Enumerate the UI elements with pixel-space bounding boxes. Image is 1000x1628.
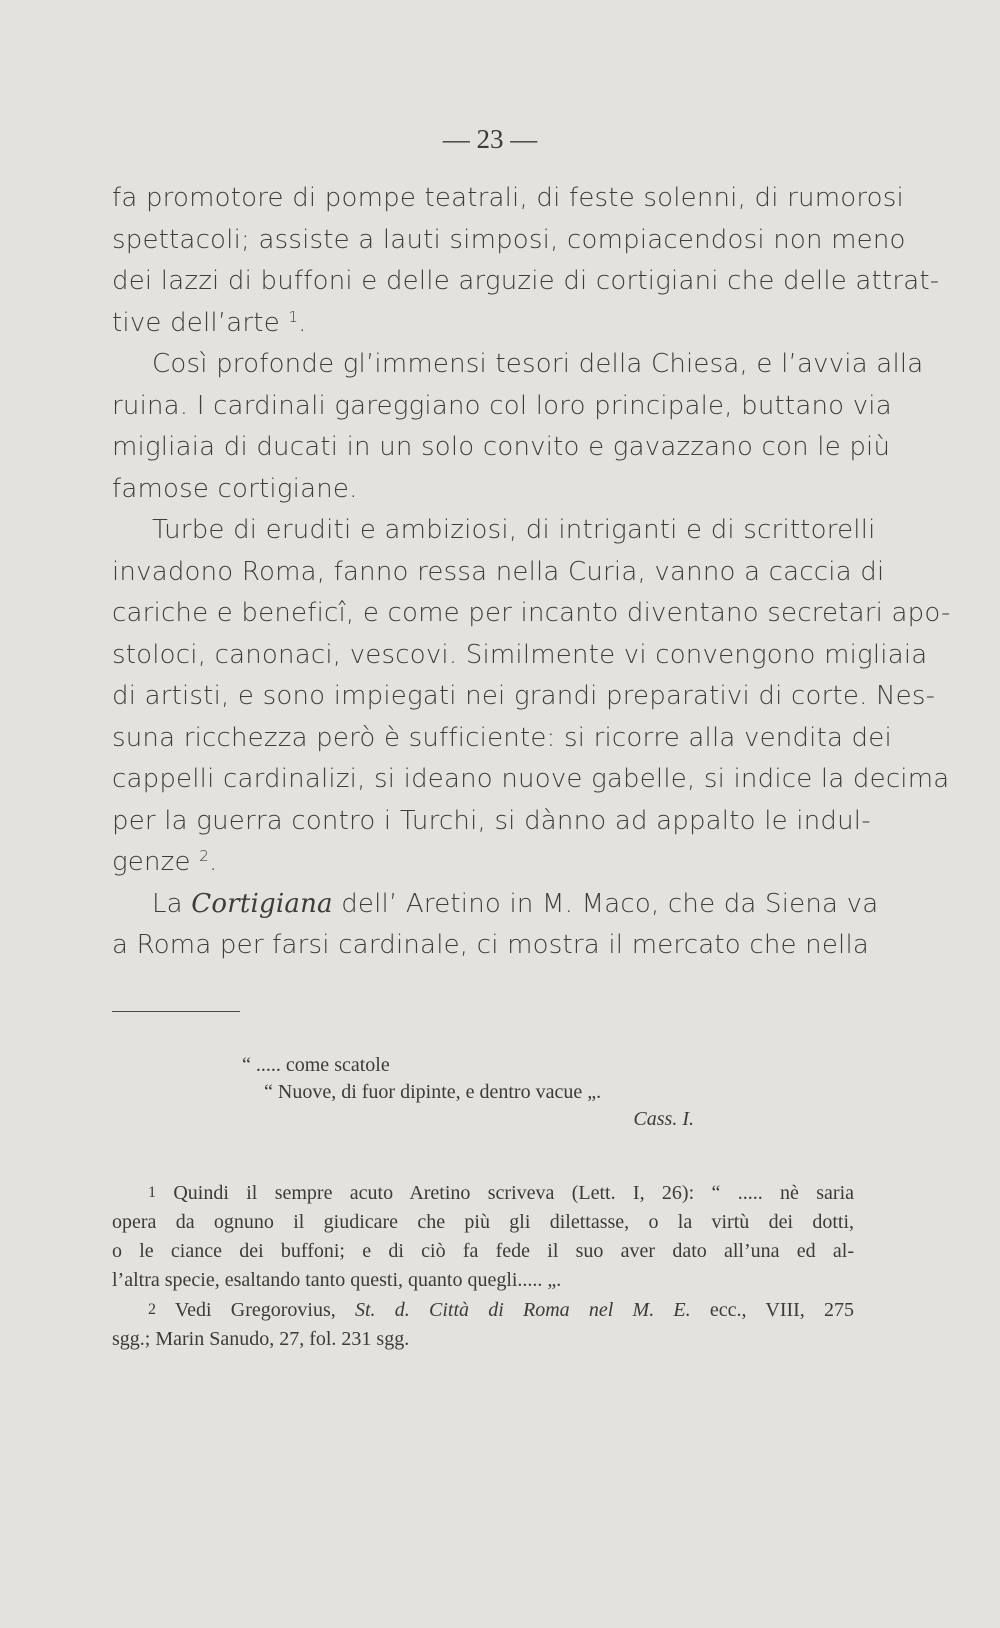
text-fragment: La [152, 888, 183, 919]
text-line: migliaia di ducati in un solo convito e gavazzano con le più [112, 432, 891, 462]
body-text [112, 178, 951, 967]
epigraph [240, 1052, 720, 1133]
work-title: St. d. Città di Roma nel M. E. [354, 1299, 691, 1321]
epigraph-source: Cass. I. [633, 1108, 694, 1130]
footnote-line [112, 1295, 854, 1325]
text-line: ruina. I cardinali gareggiano col loro principale, buttano via [112, 390, 892, 421]
text-fragment: ecc., VIII, 275 [709, 1299, 855, 1321]
footnotes [112, 1178, 854, 1354]
text-line [112, 884, 879, 926]
page-number: — 23 — [442, 124, 538, 154]
text-fragment: . [208, 847, 218, 877]
text-fragment: tive dell’arte [112, 307, 280, 338]
footnote-2 [112, 1295, 854, 1354]
text-fragment: dell’ Aretino in M. Maco, che da Siena va [341, 888, 879, 919]
paragraph-2 [112, 344, 924, 510]
text-fragment: . [298, 307, 307, 338]
footnote-ref-1: 1 [288, 307, 299, 326]
text-line: cariche e beneficî, e come per incanto diventano secretari apo- [112, 598, 951, 628]
paragraph-4 [112, 884, 879, 967]
text-line: a Roma per farsi cardinale, ci mostra il mercato che nella [112, 930, 870, 960]
text-line: cappelli cardinalizi, si ideano nuove gabelle, si indice la decima [112, 764, 950, 794]
footnote-ref-2: 2 [199, 847, 209, 865]
text-fragment: Quindi il sempre acuto Aretino scriveva (Lett. I, 26): “ ..... nè saria [173, 1182, 855, 1204]
text-line: di artisti, e sono impiegati nei grandi preparativi di corte. Nes- [112, 681, 936, 711]
text-line: stoloci, canonaci, vescovi. Similmente vi convengono migliaia [112, 639, 928, 670]
footnote-line: opera da ognuno il giudicare che più gli dilettasse, o la virtù dei dotti, [112, 1211, 854, 1233]
text-line: dei lazzi di buffoni e delle arguzie di cortigiani che delle attrat- [112, 266, 940, 296]
work-title: Cortigiana [191, 888, 333, 919]
paragraph-3 [112, 510, 951, 884]
footnote-line: l’altra specie, esaltando tanto questi, quanto quegli..... „. [112, 1269, 562, 1291]
footnote-1 [112, 1178, 854, 1295]
text-line: spettacoli; assiste a lauti simposi, compiacendosi non meno [112, 224, 906, 255]
footnote-number: 2 [148, 1301, 156, 1318]
text-line: invadono Roma, fanno ressa nella Curia, vanno a caccia di [112, 556, 885, 587]
epigraph-line: “ Nuove, di fuor dipinte, e dentro vacue „. [264, 1081, 602, 1103]
text-line: suna ricchezza però è sufficiente: si ricorre alla vendita dei [112, 722, 892, 753]
text-line: Turbe di eruditi e ambiziosi, di intriganti e di scrittorelli [152, 515, 876, 545]
text-fragment: Vedi Gregorovius, [174, 1299, 336, 1321]
footnote-number: 1 [148, 1184, 156, 1201]
paragraph-1 [112, 178, 940, 344]
footnote-line [112, 1178, 854, 1208]
footnote-line: o le ciance dei buffoni; e di ciò fa fede il suo aver dato all’una ed al- [112, 1240, 854, 1262]
footnote-line: sgg.; Marin Sanudo, 27, fol. 231 sgg. [112, 1328, 410, 1350]
text-line: per la guerra contro i Turchi, si dànno ad appalto le indul- [112, 805, 871, 836]
text-line: famose cortigiane. [112, 473, 358, 504]
text-line: Così profonde gl’immensi tesori della Chiesa, e l’avvia alla [152, 349, 924, 379]
text-fragment: genze [112, 847, 191, 877]
text-line [112, 842, 854, 884]
epigraph-line: “ ..... come scatole [242, 1054, 390, 1076]
text-line [112, 303, 854, 345]
footnote-divider [112, 1011, 240, 1012]
text-line: fa promotore di pompe teatrali, di feste solenni, di rumorosi [112, 183, 904, 213]
